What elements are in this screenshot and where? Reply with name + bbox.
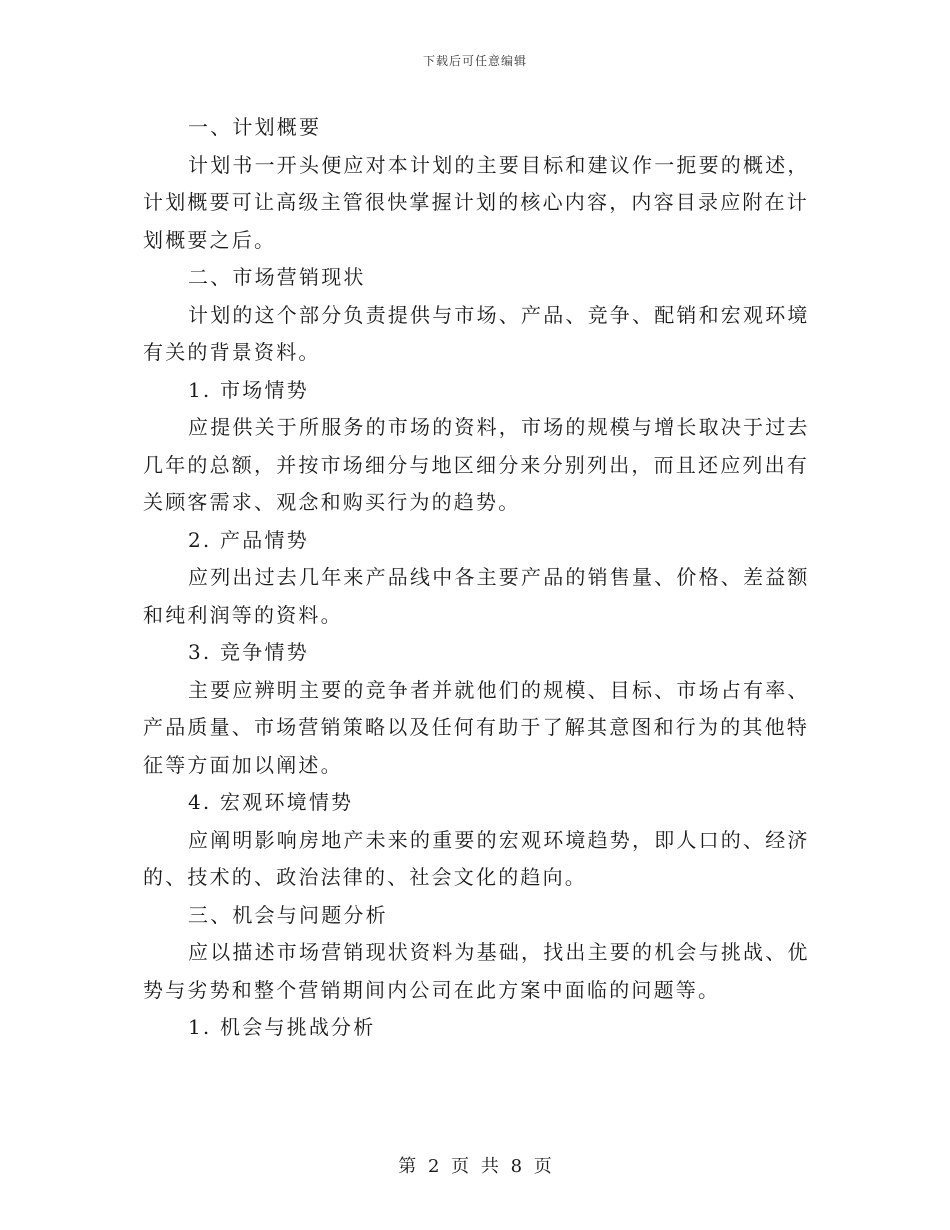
- text-line: 一、计划概要: [188, 115, 322, 139]
- text-line: 应提供关于所服务的市场的资料，市场的规模与增长取决于过去: [188, 415, 810, 439]
- text-line: 划概要之后。: [143, 227, 277, 252]
- text-line: 4. 宏观环境情势: [188, 790, 354, 814]
- text-line: 1. 机会与挑战分析: [188, 1015, 376, 1039]
- text-line: 计划的这个部分负责提供与市场、产品、竞争、配销和宏观环境: [188, 302, 810, 327]
- text-line: 计划书一开头便应对本计划的主要目标和建议作一扼要的概述，: [188, 152, 810, 177]
- text-line: 几年的总额，并按市场细分与地区细分来分别列出，而且还应列出有: [143, 452, 809, 477]
- page-number-footer: 第 2 页 共 8 页: [398, 1156, 552, 1177]
- document-body: [143, 112, 810, 1050]
- text-line: 应列出过去几年来产品线中各主要产品的销售量、价格、差益额: [188, 565, 810, 589]
- text-line: 势与劣势和整个营销期间内公司在此方案中面临的问题等。: [143, 977, 721, 1002]
- text-line: 三、机会与问题分析: [188, 902, 388, 927]
- text-line: 有关的背景资料。: [143, 340, 321, 364]
- text-line: 和纯利润等的资料。: [143, 602, 343, 627]
- text-line: 应以描述市场营销现状资料为基础，找出主要的机会与挑战、优: [188, 940, 810, 964]
- text-line: 1. 市场情势: [188, 377, 309, 402]
- text-line: 的、技术的、政治法律的、社会文化的趋向。: [143, 865, 587, 889]
- text-line: 3. 竞争情势: [188, 640, 309, 664]
- text-line: 主要应辨明主要的竞争者并就他们的规模、目标、市场占有率、: [188, 677, 810, 702]
- text-line: 应阐明影响房地产未来的重要的宏观环境趋势，即人口的、经济: [188, 827, 810, 852]
- text-line: 二、市场营销现状: [188, 265, 366, 289]
- text-line: 产品质量、市场营销策略以及任何有助于了解其意图和行为的其他特: [143, 715, 809, 739]
- text-line: 计划概要可让高级主管很快掌握计划的核心内容，内容目录应附在计: [143, 190, 809, 214]
- text-line: 关顾客需求、观念和购买行为的趋势。: [143, 490, 521, 514]
- page-header-note: 下载后可任意编辑: [422, 54, 527, 68]
- text-line: 2. 产品情势: [188, 527, 309, 552]
- text-line: 征等方面加以阐述。: [143, 752, 343, 777]
